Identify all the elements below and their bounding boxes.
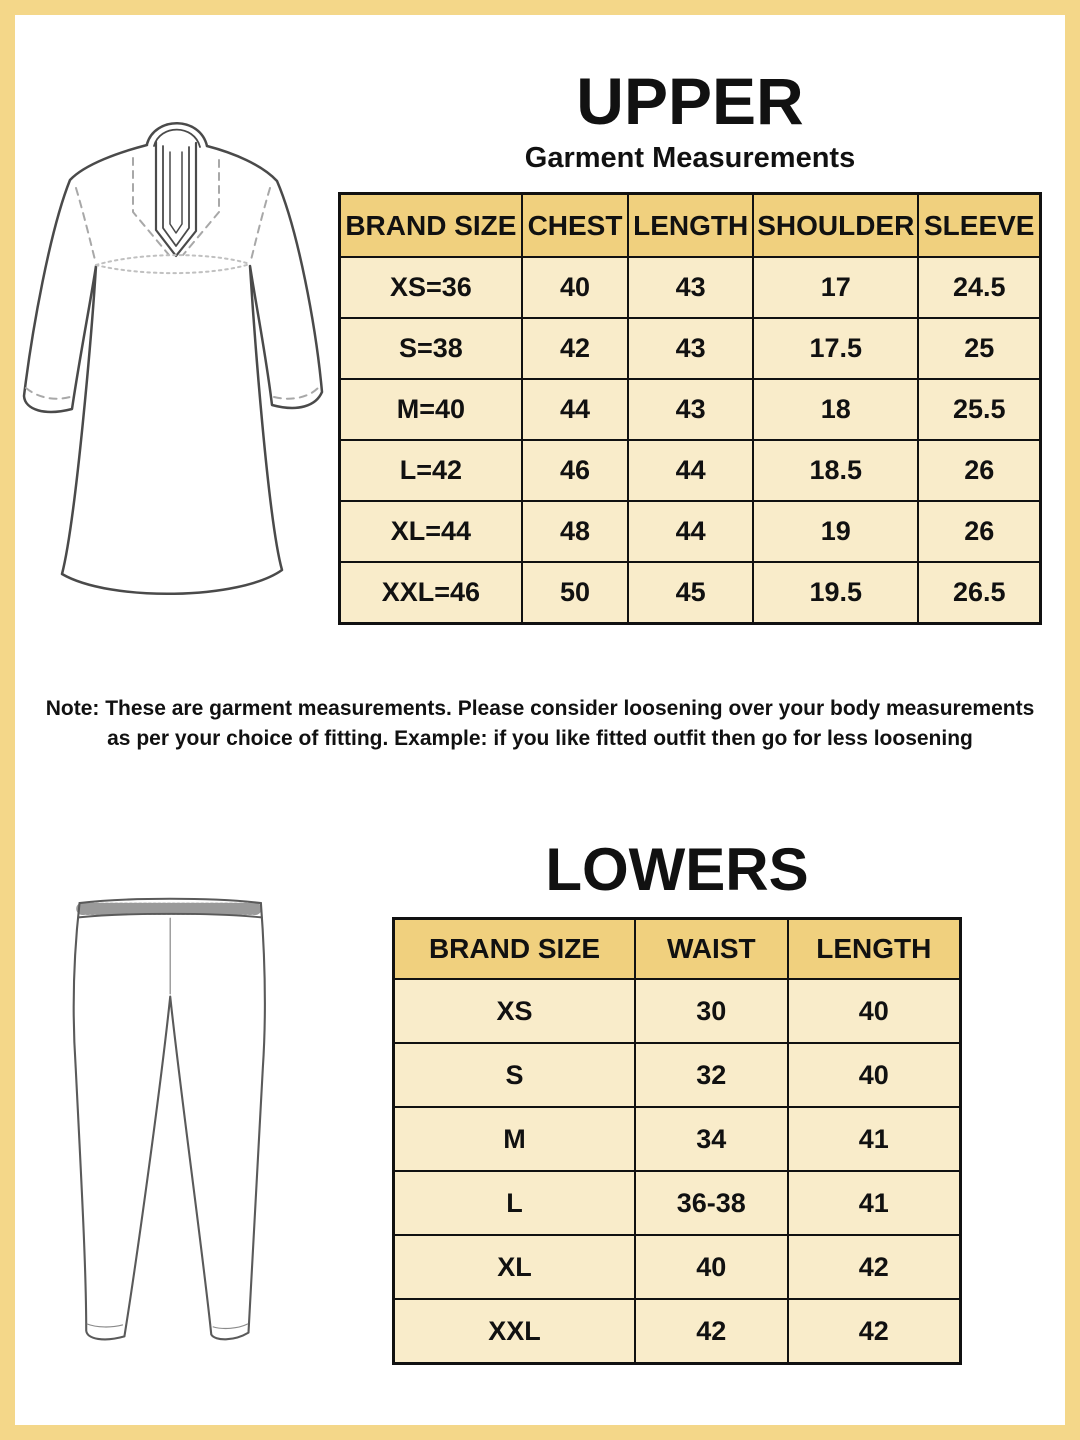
- table-row: [340, 440, 1041, 501]
- upper-subtitle: Garment Measurements: [524, 142, 856, 174]
- header-cell-chest: CHEST: [522, 194, 629, 258]
- lowers-size-table: [392, 917, 962, 1365]
- measurement-cell: 46: [522, 440, 629, 501]
- measurement-cell: 50: [522, 562, 629, 624]
- kurta-illustration: [10, 100, 350, 660]
- measurement-cell: 26.5: [918, 562, 1040, 624]
- measurement-cell: 42: [522, 318, 629, 379]
- measurement-cell: 40: [788, 979, 961, 1043]
- header-cell-sleeve: SLEEVE: [918, 194, 1040, 258]
- lowers-title: LOWERS: [545, 836, 809, 903]
- table-row: [340, 257, 1041, 318]
- measurement-cell: 42: [788, 1299, 961, 1364]
- measurement-cell: 19.5: [753, 562, 918, 624]
- measurement-cell: 32: [635, 1043, 788, 1107]
- header-cell-length: LENGTH: [788, 919, 961, 980]
- size-cell: M=40: [340, 379, 522, 440]
- measurement-cell: 43: [628, 257, 753, 318]
- table-row: [394, 1171, 961, 1235]
- measurement-cell: 36-38: [635, 1171, 788, 1235]
- header-cell-shoulder: SHOULDER: [753, 194, 918, 258]
- upper-title: UPPER: [576, 64, 804, 138]
- measurement-cell: 45: [628, 562, 753, 624]
- measurement-cell: 34: [635, 1107, 788, 1171]
- measurement-cell: 30: [635, 979, 788, 1043]
- size-cell: L=42: [340, 440, 522, 501]
- measurement-cell: 43: [628, 379, 753, 440]
- leggings-illustration: [70, 885, 280, 1385]
- table-row: [340, 318, 1041, 379]
- measurement-cell: 44: [628, 440, 753, 501]
- table-row: [394, 1235, 961, 1299]
- measurement-cell: 24.5: [918, 257, 1040, 318]
- measurement-cell: 18.5: [753, 440, 918, 501]
- measurement-note: [15, 694, 1065, 754]
- measurement-cell: 41: [788, 1107, 961, 1171]
- size-cell: XS: [394, 979, 636, 1043]
- upper-size-table: [338, 192, 1042, 625]
- header-cell-waist: WAIST: [635, 919, 788, 980]
- size-cell: XS=36: [340, 257, 522, 318]
- note-line-2: as per your choice of fitting. Example: if you like fitted outfit then go for less loosening: [107, 727, 973, 750]
- size-cell: XL: [394, 1235, 636, 1299]
- measurement-cell: 25: [918, 318, 1040, 379]
- size-cell: S=38: [340, 318, 522, 379]
- measurement-cell: 40: [635, 1235, 788, 1299]
- measurement-cell: 42: [635, 1299, 788, 1364]
- measurement-cell: 44: [628, 501, 753, 562]
- measurement-cell: 17: [753, 257, 918, 318]
- upper-header-row: [340, 194, 1041, 258]
- table-row: [394, 1107, 961, 1171]
- measurement-cell: 26: [918, 440, 1040, 501]
- size-cell: M: [394, 1107, 636, 1171]
- note-line-1: Note: These are garment measurements. Please consider loosening over your body measurements: [45, 697, 1035, 720]
- measurement-cell: 48: [522, 501, 629, 562]
- header-cell-length: LENGTH: [628, 194, 753, 258]
- size-cell: L: [394, 1171, 636, 1235]
- measurement-cell: 19: [753, 501, 918, 562]
- table-row: [340, 562, 1041, 624]
- measurement-cell: 25.5: [918, 379, 1040, 440]
- table-row: [394, 1043, 961, 1107]
- measurement-cell: 40: [522, 257, 629, 318]
- measurement-cell: 18: [753, 379, 918, 440]
- table-row: [340, 379, 1041, 440]
- table-row: [340, 501, 1041, 562]
- measurement-cell: 40: [788, 1043, 961, 1107]
- size-cell: S: [394, 1043, 636, 1107]
- size-cell: XL=44: [340, 501, 522, 562]
- measurement-cell: 41: [788, 1171, 961, 1235]
- header-cell-brand-size: BRAND SIZE: [340, 194, 522, 258]
- measurement-cell: 26: [918, 501, 1040, 562]
- table-row: [394, 1299, 961, 1364]
- measurement-cell: 43: [628, 318, 753, 379]
- measurement-cell: 44: [522, 379, 629, 440]
- table-row: [394, 979, 961, 1043]
- measurement-cell: 42: [788, 1235, 961, 1299]
- size-cell: XXL: [394, 1299, 636, 1364]
- size-cell: XXL=46: [340, 562, 522, 624]
- lowers-header-row: [394, 919, 961, 980]
- header-cell-brand-size: BRAND SIZE: [394, 919, 636, 980]
- measurement-cell: 17.5: [753, 318, 918, 379]
